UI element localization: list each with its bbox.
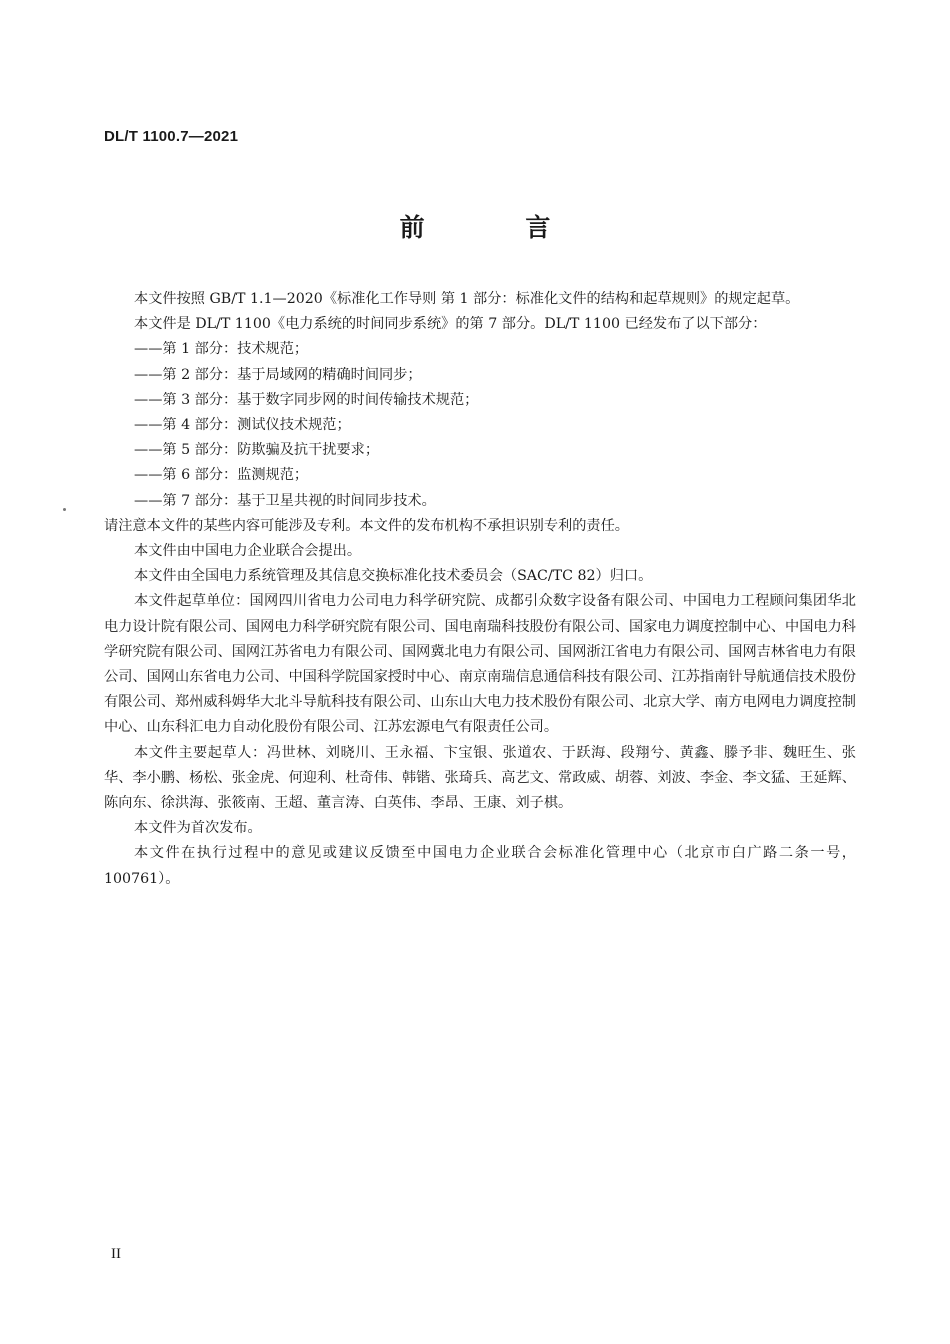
list-item: ——第 4 部分：测试仪技术规范；	[134, 417, 351, 434]
list-item: ——第 1 部分：技术规范；	[134, 341, 309, 358]
paragraph-patent-notice: 请注意本文件的某些内容可能涉及专利。本文件的发布机构不承担识别专利的责任。	[104, 517, 629, 534]
page-title: 前 言	[399, 213, 597, 242]
list-item: ——第 5 部分：防欺骗及抗干扰要求；	[134, 442, 380, 459]
paragraph-drafting-units: 本文件起草单位：国网四川省电力公司电力科学研究院、成都引众数字设备有限公司、中国电力工程顾问集团华北电力设计院有限公司、国网电力科学研究院有限公司、国电南瑞科技股份有限公司、国家电力调度控制中心、中国电力科学研究院有限公司、国网江苏省电力有限公司、国网冀北电力有限公司、国网浙江省电力有限公司、国网吉林省电力有限公司、国网山东省电力公司、中国科学院国家授时中心、南京南瑞信息通信科技有限公司、江苏指南针导航通信技术股份有限公司、郑州威科姆华大北斗导航科技有限公司、山东山大电力技术股份有限公司、北京大学、南方电网电力调度控制中心、山东科汇电力自动化股份有限公司、江苏宏源电气有限责任公司。	[104, 593, 856, 736]
list-item: ——第 2 部分：基于局域网的精确时间同步；	[134, 366, 422, 383]
paragraph-first-release: 本文件为首次发布。	[134, 820, 262, 837]
list-item: ——第 6 部分：监测规范；	[134, 467, 309, 484]
paragraph-drafters: 本文件主要起草人：冯世林、刘晓川、王永福、卞宝银、张道农、于跃海、段翔兮、黄鑫、滕予非、魏旺生、张华、李小鹏、杨松、张金虎、何迎利、杜奇伟、韩锴、张琦兵、高艺文、常政威、胡蓉、刘波、李金、李文猛、王延辉、陈向东、徐洪海、张筱南、王超、董言涛、白英伟、李昂、王康、刘子棋。	[104, 744, 856, 812]
paragraph-proposer: 本文件由中国电力企业联合会提出。	[134, 543, 362, 560]
page-number: II	[111, 1246, 121, 1262]
paragraph-feedback: 本文件在执行过程中的意见或建议反馈至中国电力企业联合会标准化管理中心（北京市白广路二条一号，100761）。	[104, 845, 856, 887]
list-item: ——第 7 部分：基于卫星共视的时间同步技术。	[134, 492, 436, 509]
foreword-body	[104, 287, 856, 892]
paragraph-series-intro: 本文件是 DL/T 1100《电力系统的时间同步系统》的第 7 部分。DL/T 1100 已经发布了以下部分：	[134, 316, 767, 333]
paragraph-committee: 本文件由全国电力系统管理及其信息交换标准化技术委员会（SAC/TC 82）归口。	[134, 568, 653, 585]
standard-code: DL/T 1100.7—2021	[104, 128, 239, 145]
list-item: ——第 3 部分：基于数字同步网的时间传输技术规范；	[134, 391, 479, 408]
scan-speck	[63, 508, 66, 511]
paragraph-drafting-basis: 本文件按照 GB/T 1.1—2020《标准化工作导则 第 1 部分：标准化文件的结构和起草规则》的规定起草。	[134, 291, 800, 307]
